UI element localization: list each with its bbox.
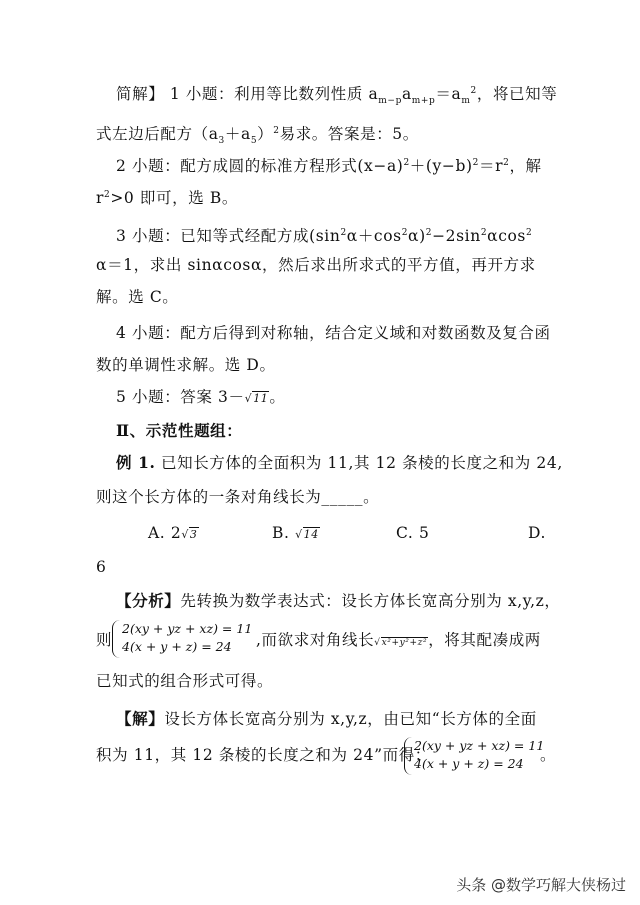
solution-line-4: $r^2>0$ 即可，选 B。 (96, 189, 238, 207)
solution-line-7: 解。选 C。 (96, 288, 179, 306)
solution-line-10: 5 小题：答案 3－√11。 (116, 386, 286, 410)
equation-system-1: 2(xy + yz + xz) = 11 4(x + y + z) = 24 (112, 620, 252, 656)
solution-line-9: 数的单调性求解。选 D。 (96, 356, 276, 374)
solve-line-2: 积为 11，其 12 条棱的长度之和为 24”而得： (96, 746, 431, 764)
option-a: A. 2√3 (148, 524, 198, 542)
solution-line-6: α＝1，求出 sinαcosα，然后求出所求式的平方值，再开方求 (96, 256, 536, 274)
sqrt-11: √11 (244, 392, 269, 405)
solution-line-5: 3 小题：已知等式经配方成$(\sin^2\alpha+\cos^2\alpha)^2-2\sin^2\alpha\cos^2$ (116, 227, 533, 245)
example-1-line-2: 则这个长方体的一条对角线长为_____。 (96, 488, 380, 506)
brace (404, 737, 413, 775)
option-c: C. 5 (396, 524, 430, 542)
equation-system-2: 2(xy + yz + xz) = 11 4(x + y + z) = 24 (404, 737, 544, 773)
option-b: B. √14 (272, 524, 319, 542)
analysis-line-3: 已知式的组合形式可得。 (96, 672, 274, 690)
watermark: 头条 @数学巧解大侠杨过 (456, 876, 626, 894)
brace (112, 620, 121, 658)
analysis-line-2: ,而欲求对角线长√x²+y²+z²，将其配凑成两 (256, 631, 541, 649)
solution-line-8: 4 小题：配方后得到对称轴，结合定义域和对数函数及复合函 (116, 324, 551, 342)
solution-line-3: 2 小题：配方成圆的标准方程形式$(x-a)^2+(y-b)^2=r^2$，解 (116, 157, 542, 175)
solve-line-2-end: 。 (540, 746, 557, 764)
solve-line-1: 【解】设长方体长宽高分别为 x,y,z，由已知“长方体的全面 (116, 709, 537, 728)
solution-line-2: 式左边后配方$(a_3+a_5)^2$易求。答案是：5。 (96, 125, 419, 146)
section-heading: Ⅱ、示范性题组： (116, 421, 243, 440)
analysis-line-1: 【分析】先转换为数学表达式：设长方体长宽高分别为 x,y,z， (116, 591, 561, 610)
option-d-value: 6 (96, 558, 107, 576)
analysis-line-2-prefix: 则 (96, 631, 113, 649)
option-d: D. (528, 524, 547, 542)
example-1-line-1: 例 1. 已知长方体的全面积为 11,其 12 条棱的长度之和为 24, (116, 453, 563, 472)
solution-line-1: 简解】 1 小题：利用等比数列性质 $a_{m-p}a_{m+p}=a_m^2$，将已知等 (116, 85, 558, 106)
